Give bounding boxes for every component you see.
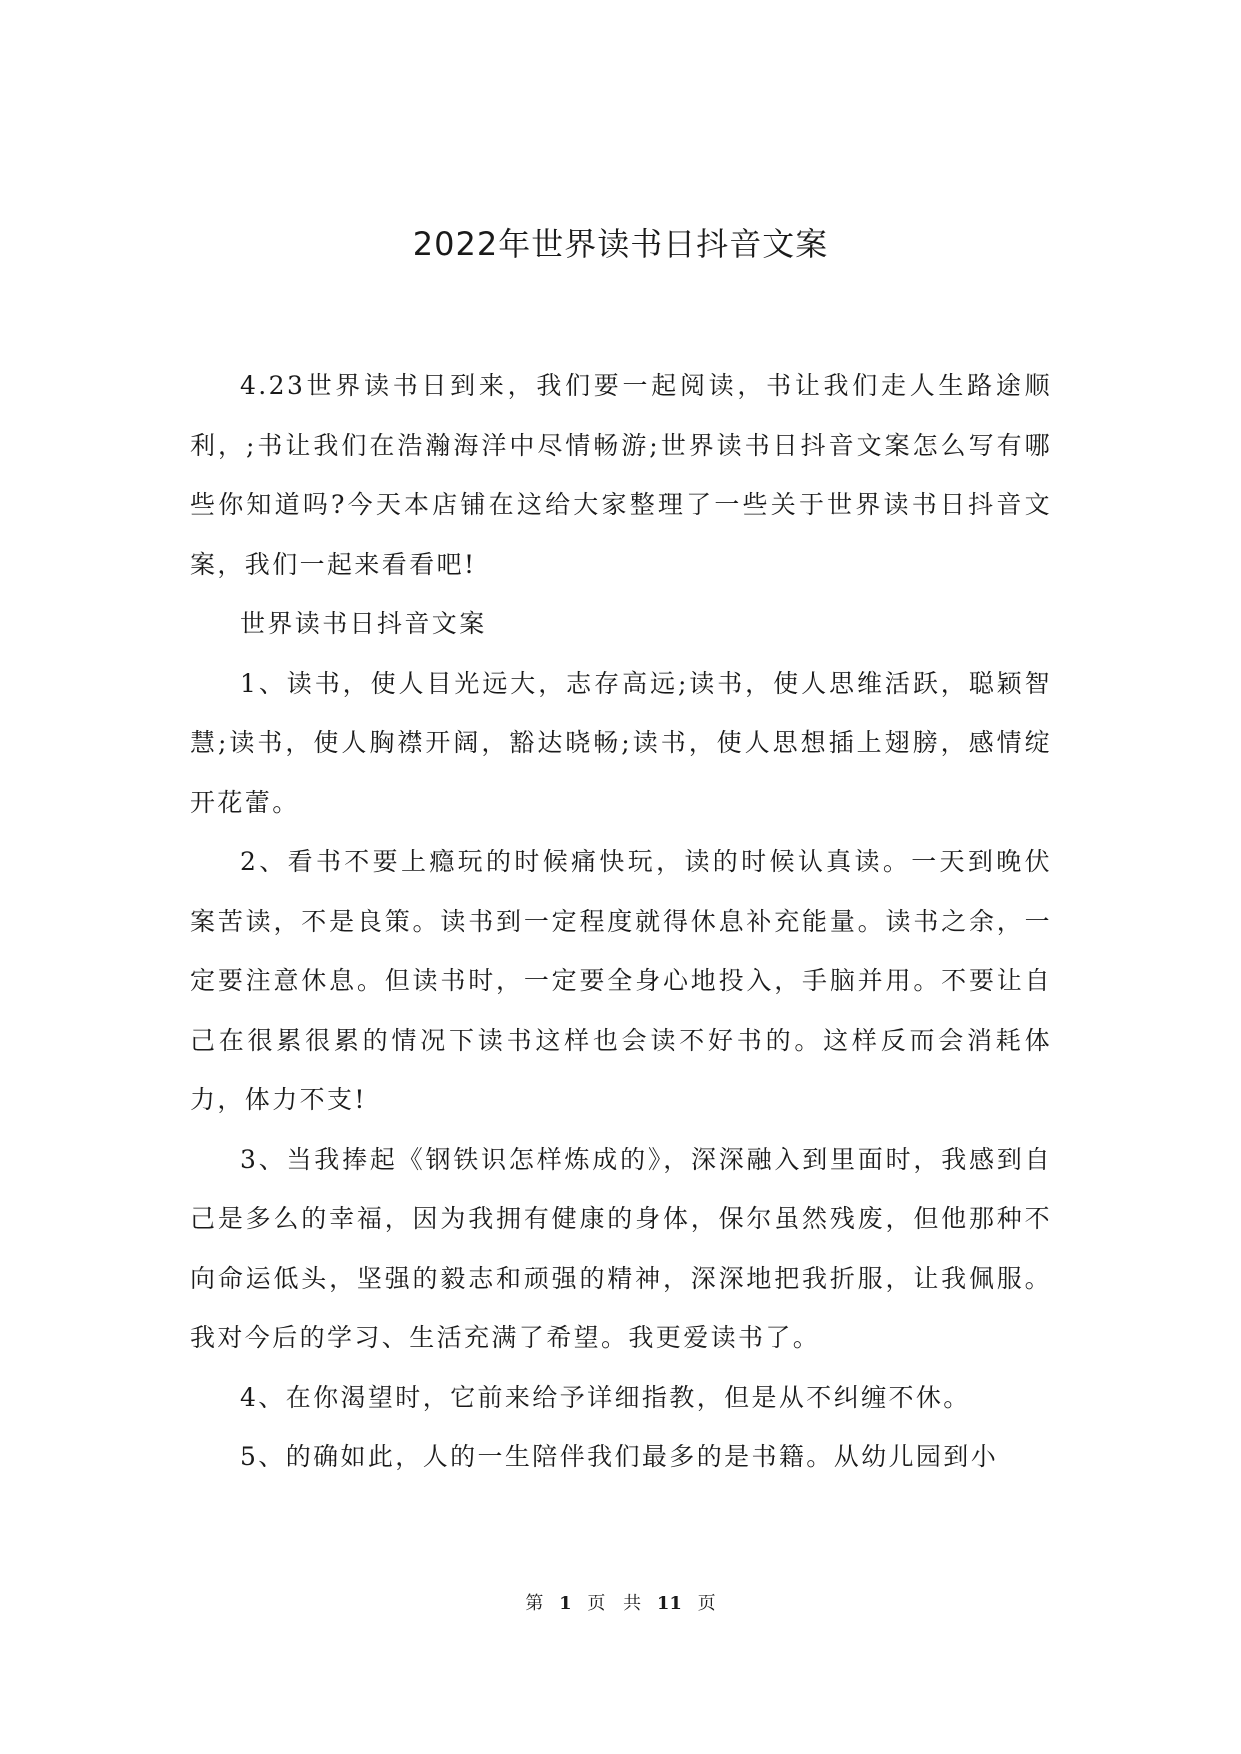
footer-page-unit: 页 <box>587 1593 606 1614</box>
footer-total-pages: 11 <box>656 1593 682 1614</box>
paragraph-item-1: 1、读书，使人目光远大，志存高远;读书，使人思维活跃，聪颖智慧;读书，使人胸襟开阔，豁达晓畅;读书，使人思想插上翅膀，感情绽开花蕾。 <box>190 668 1052 817</box>
page-footer <box>0 1592 1241 1616</box>
paragraph-item-3: 3、当我捧起《钢铁识怎样炼成的》，深深融入到里面时，我感到自己是多么的幸福，因为我拥有健康的身体，保尔虽然残废，但他那种不向命运低头，坚强的毅志和顽强的精神，深深地把我折服，让我佩服。我对今后的学习、生活充满了希望。我更爱读书了。 <box>190 1144 1052 1352</box>
footer-prefix: 第 <box>525 1593 544 1614</box>
paragraph-subheading: 世界读书日抖音文案 <box>240 609 487 638</box>
paragraph-intro: 4.23世界读书日到来，我们要一起阅读，书让我们走人生路途顺利，;书让我们在浩瀚海洋中尽情畅游;世界读书日抖音文案怎么写有哪些你知道吗?今天本店铺在这给大家整理了一些关于世界读书日抖音文案，我们一起来看看吧! <box>190 371 1052 579</box>
document-body <box>190 356 1052 1487</box>
document-title: 2022年世界读书日抖音文案 <box>412 225 829 263</box>
paragraph-item-2: 2、看书不要上瘾玩的时候痛快玩，读的时候认真读。一天到晚伏案苦读，不是良策。读书到一定程度就得休息补充能量。读书之余，一定要注意休息。但读书时，一定要全身心地投入，手脑并用。不要让自己在很累很累的情况下读书这样也会读不好书的。这样反而会消耗体力，体力不支! <box>190 847 1052 1114</box>
footer-total-prefix: 共 <box>623 1593 642 1614</box>
footer-page-number: 1 <box>559 1593 572 1614</box>
paragraph-item-5: 5、的确如此，人的一生陪伴我们最多的是书籍。从幼儿园到小 <box>240 1442 999 1471</box>
paragraph-item-4: 4、在你渴望时，它前来给予详细指教，但是从不纠缠不休。 <box>240 1382 971 1412</box>
footer-total-unit: 页 <box>697 1593 716 1614</box>
